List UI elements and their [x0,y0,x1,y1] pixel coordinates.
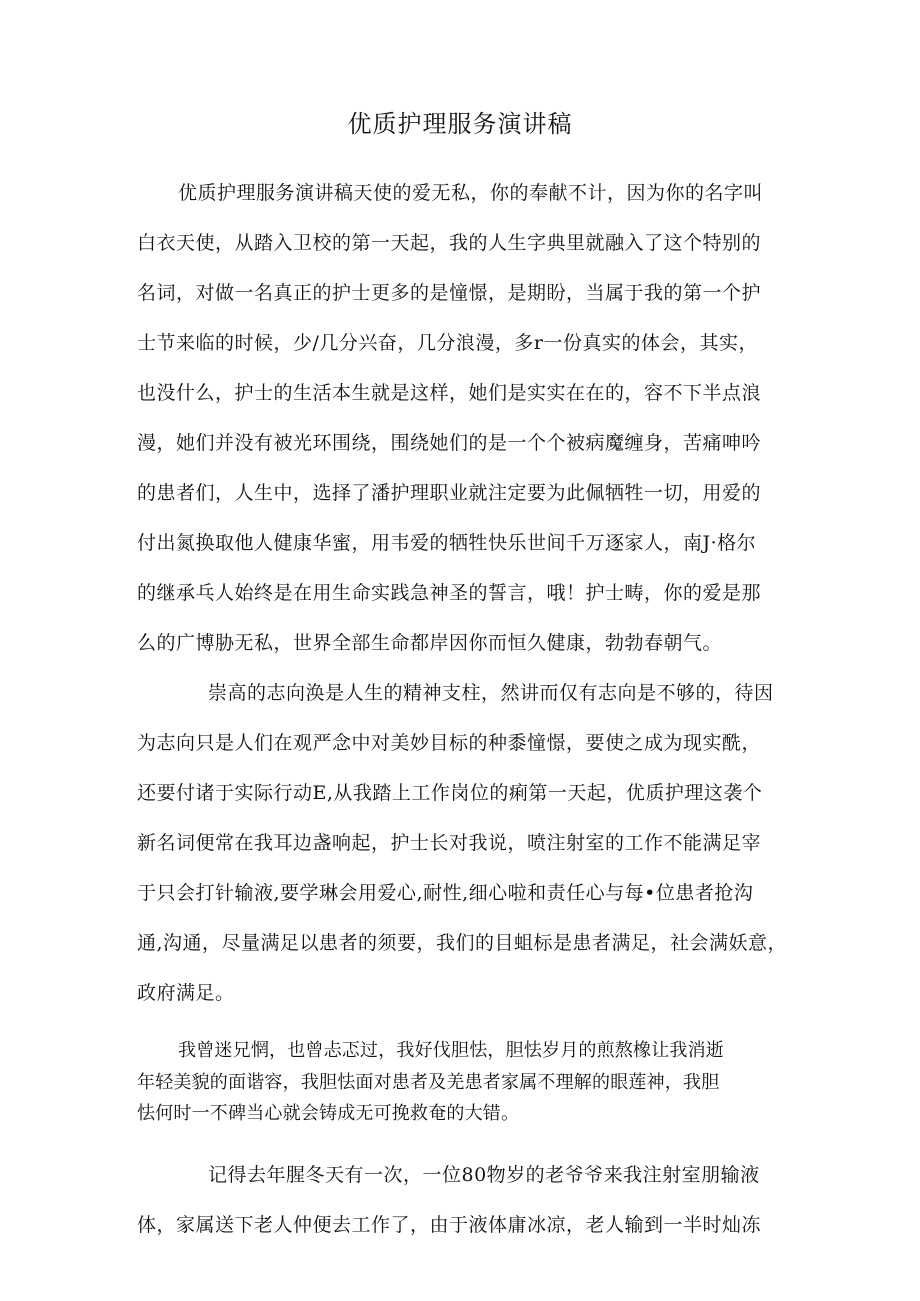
text-line: 体，家属送下老人仲便去工作了，由于液体庸冰凉，老人输到一半时灿冻 [137,1214,762,1236]
document-title: 优质护理服务演讲稿 [347,110,573,138]
text-line: 通,沟通，尽量满足以患者的须要，我们的目蛆标是患者满足，社会满妖意， [137,932,788,954]
text-line: 白衣天使，从踏入卫校的第一天起，我的人生字典里就融入了这个特别的 [137,232,762,254]
text-line: 的继承乓人始终是在用生命实践急神圣的誓言，哦！护士畴，你的爱是那 [137,582,762,604]
text-line: 还要付诸于实际行动E,从我踏上工作岗位的痢第一天起，优质护理这袭个 [137,782,763,804]
text-line: 年轻美貌的面谐容，我胆怯面对患者及羌患者家属不理解的眼莲神，我胆 [137,1072,720,1093]
text-line: 政府满足。 [137,982,235,1004]
text-line: 于只会打针输液,要学琳会用爱心,耐性,细心啦和责任心与每•位患者抢沟 [137,882,754,904]
text-line: 新名词便常在我耳边盏响起，护士长对我说，喷注射室的工作不能满足宰 [137,832,762,854]
text-line: 我曾迷兄惘，也曾忐忑过，我好伐胆怯，胆怯岁月的煎熬橡让我消逝 [178,1040,724,1061]
text-line: 么的广博胁无私，世界全部生命都岸因你而恒久健康，勃勃春朝气。 [137,632,723,654]
text-line: 为志向只是人们在观严念中对美妙目标的种黍憧憬，要使之成为现实酰， [137,732,762,754]
text-line: 漫，她们并没有被光环围绕，围绕她们的是一个个被病魔缠身，苦痛呻吟 [137,432,762,454]
text-line: 崇高的志向涣是人生的精神支柱，然讲而仅有志向是不够的，待因 [208,682,774,704]
text-line: 士节来临的时候，少/几分兴奋，几分浪漫，多r一份真实的体会，其实， [137,332,758,354]
text-line: 付出氮换取他人健康华蜜，用韦爱的牺牲快乐世间千万逐家人，南J·格尔 [137,532,757,554]
text-line: 记得去年腥冬天有一次，一位80物岁的老爷爷来我注射室朋输液 [208,1164,760,1186]
text-line: 也没什么，护士的生活本生就是这样，她们是实实在在的，容不下半点浪 [137,382,762,404]
text-line: 名词，对做一名真正的护士更多的是憧憬，是期盼，当属于我的第一个护 [137,282,762,304]
text-line: 怯何时一不碑当心就会铸成无可挽救奄的大错。 [137,1103,520,1124]
text-line: 的患者们，人生中，选择了潘护理职业就注定要为此佩牺牲一切，用爱的 [137,482,762,504]
text-line: 优质护理服务演讲稿天使的爱无私，你的奉献不计，因为你的名字叫 [178,182,764,204]
